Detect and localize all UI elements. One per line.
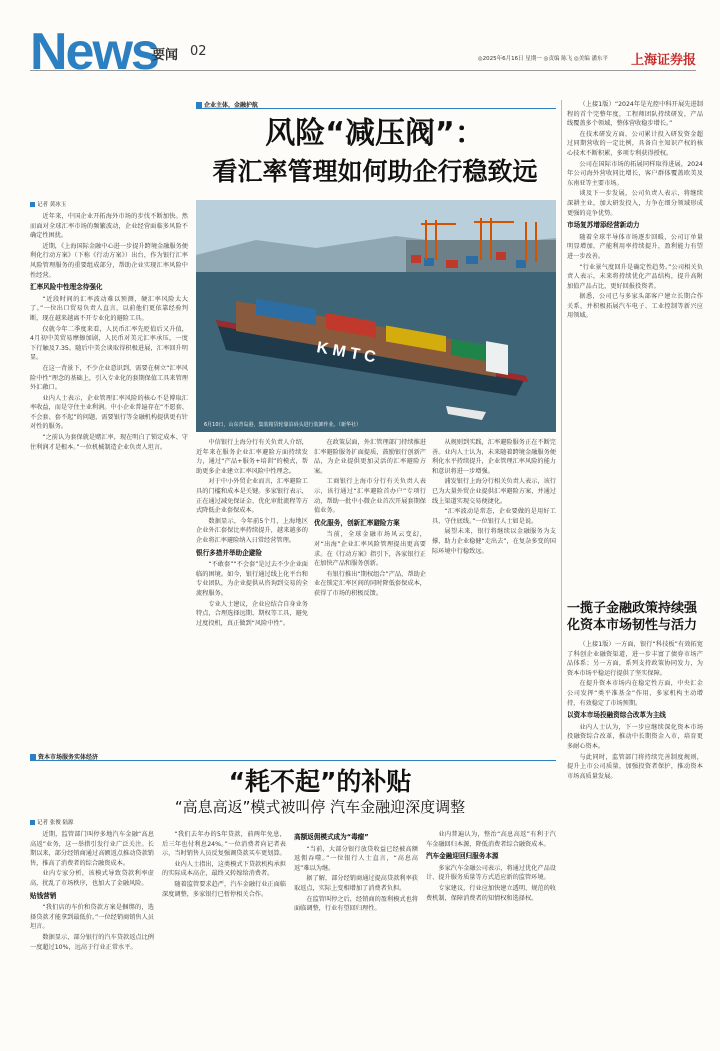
article1-column-3: [314, 438, 426, 744]
article2-column-4: [426, 830, 556, 1042]
section-tag-top: [196, 100, 556, 109]
section-tag-label: 资本市场服务实体经济: [38, 754, 99, 761]
section-tag-label: 企业主体，金融护航: [204, 102, 259, 109]
section-tag-bottom: [30, 752, 556, 761]
byline-text: 记者 黄冰玉: [37, 202, 67, 208]
container-ship-photo: [196, 200, 556, 432]
paragraph: 业内普遍认为，整治“高息高返”有利于汽车金融回归本源，降低消费者综合融资成本。: [426, 831, 556, 848]
paragraph: （上接1版）一方面，银行“科技板”有效拓宽了科创企业融资渠道，进一步丰富了债券市场产品体系；另一方面，系列支持政策协同发力，为资本市场平稳运行提供了坚实保障。: [567, 641, 703, 677]
paragraph: “汇率波动是常态，企业要做的是用好工具、守住底线。”一位银行人士如是说。: [432, 508, 556, 525]
paragraph: 近期，《上海国际金融中心进一步提升跨境金融服务便利化行动方案》（下称《行动方案》）出台，作为银行汇率风险管理服务的重要组成部分，帮助企业实现汇率风险中性经营。: [30, 242, 188, 279]
paragraph: 在提升资本市场内在稳定性方面，中央汇金公司发挥“类平准基金”作用，多家机构主动增持，有效稳定了市场预期。: [567, 680, 703, 707]
paragraph: 多家汽车金融公司表示，将通过优化产品设计、提升服务质量等方式适应新的监管环境。: [426, 864, 556, 882]
paragraph: （上接1版）“2024年是光控中科开展先进制程的首个完整年度，工程师团队持续研发，产品线覆盖多个领域，整体营收稳步增长。”: [567, 101, 703, 128]
article2-subtitle: “高息高返”模式被叫停 汽车金融迎深度调整: [174, 798, 466, 816]
byline-square-icon: [30, 202, 35, 207]
tag-rule: [30, 760, 556, 761]
paragraph: 当前，全球金融市场风云变幻，对“出海”企业汇率风险管理提出更高要求。在《行动方案》指引下，各家银行正在加快产品和服务创新。: [314, 531, 426, 568]
subheading: 贴钱营销: [30, 891, 57, 900]
paragraph: 仅就今年二季度来看，人民币汇率先贬值后又升值，4月初中美贸易摩擦加剧，人民币对美元汇率承压，一度下行触及7.35。随后中美会谈取得积极进展，汇率回升明显。: [30, 325, 188, 362]
paragraph: 随着全球半导体市场逐步回暖，公司订单量明显增加，产能利用率持续提升，盈利能力有望进一步改善。: [567, 233, 703, 260]
tag-rule: [196, 108, 556, 109]
paragraph: 公司在国际市场的拓展同样取得进展，2024年公司海外营收同比增长，客户群体覆盖欧美及东南亚等主要市场。: [567, 160, 703, 187]
paragraph: 从规则到实践，汇率避险服务正在不断完善。业内人士认为，未来随着跨境金融服务便利化水平持续提升，企业管理汇率风险的能力和意识将进一步增强。: [432, 439, 556, 475]
column-divider: [561, 100, 562, 740]
article1-column-1: [30, 212, 188, 744]
paragraph: 专家建议，行业应加快建立透明、规范的收费机制，保障消费者的知情权和选择权。: [426, 884, 556, 902]
news-logo: News: [30, 23, 158, 81]
article2-column-1: [30, 830, 154, 1042]
subheading: 优化服务，创新汇率避险方案: [314, 518, 400, 527]
article1-column-4: [432, 438, 556, 744]
article1-title-line1: 风险“减压阀”：: [265, 116, 485, 151]
paragraph: “行业景气度回升是确定性趋势。”公司相关负责人表示，未来将持续优化产品结构，提升高附加值产品占比，更好回报投资者。: [567, 263, 703, 290]
article1-byline: [30, 200, 66, 208]
subheading: 市场复苏增添经营新动力: [567, 221, 640, 230]
paragraph: 展望未来，银行将继续以金融服务为支撑，助力企业稳健“走出去”，在复杂多变的国际环境中行稳致远。: [432, 528, 556, 555]
paragraph: 业内人士表示，企业管理汇率风险的核心不是博取汇率收益，而是守住主业利润。中小企业普遍存在“不愿套、不会套、套不起”的问题，需要银行等金融机构提供更有针对性的服务。: [30, 394, 188, 431]
paragraph: 专业人士建议，企业应结合自身业务特点，合理选择远期、期权等工具，避免过度投机，真正做到“风险中性”。: [196, 600, 308, 627]
paragraph: “我们店的车价和贷款方案是捆绑的，选择贷款才能拿到最低价。”一位经销商销售人员坦言。: [30, 904, 154, 931]
byline-square-icon: [30, 820, 35, 825]
paragraph: “不敢套”“不会套”是过去不少企业面临的困境。如今，银行通过线上化平台和专业团队，为企业提供从咨询到交易的全流程服务。: [196, 561, 308, 597]
paragraph: 在技术研发方面，公司累计投入研发资金超过同期营收的一定比例，具备自主知识产权的核心技术不断积累，多项专利获得授权。: [567, 130, 703, 157]
paragraph: “近段时间的汇率波动难以预测，硬汇率风险太大了。”一位出口贸易负责人直言，以前他们更依靠经验判断，现在越来越离不开专业化的避险工具。: [30, 295, 188, 322]
masthead: 上海证券报: [630, 53, 696, 68]
paragraph: 业内人士指出，这类模式下贷款机构承担的实际成本高企，最终又转嫁给消费者。: [162, 860, 286, 878]
tag-square-icon: [30, 754, 36, 760]
photo-caption: 6月10日，山东青岛港，集装箱货轮靠泊码头进行装卸作业。（新华社）: [204, 422, 362, 428]
right-article-title: 一揽子金融政策持续强化资本市场韧性与活力: [567, 601, 698, 633]
subheading: 高额返佣模式成为“毒瘤”: [294, 833, 369, 841]
subheading: 汇率风险中性理念待强化: [30, 283, 103, 292]
right-column-top: [567, 100, 703, 592]
subheading: 银行多措并举助企避险: [196, 548, 262, 557]
subheading: 汽车金融迎回归服务本源: [426, 852, 499, 861]
section-name: 要闻: [152, 48, 179, 63]
paragraph: 数据显示，今年前5个月，上海地区企业外汇套保比率持续提升，越来越多的企业将汇率避险纳入日常经营管理。: [196, 517, 308, 544]
page-header: [0, 0, 720, 90]
paragraph: 谈及下一步发展，公司负责人表示，将继续深耕主业，加大研发投入，力争在细分领域形成更强的竞争优势。: [567, 190, 703, 217]
paragraph: 近年来，中国企业开拓海外市场的步伐不断加快。然而面对全球汇率市场的频繁波动，企业经营面临多风险不确定性困扰。: [30, 213, 188, 240]
paragraph: 在政策层面，外汇管理部门持续推进汇率避险服务扩面提质，鼓励银行创新产品，为企业提供更加灵活的汇率避险方案。: [314, 439, 426, 475]
paragraph: “我们去年办的5年贷款，前两年免息，后三年也付利息24%。”一位消费者向记者表示，当时销售人员反复强调贷款买车更划算。: [162, 831, 286, 858]
paragraph: 与此同时，监管部门将持续完善制度规则，提升上市公司质量，加强投资者保护，推动资本市场高质量发展。: [567, 753, 703, 780]
right-column-bottom: [567, 640, 703, 1040]
paragraph: “之前认为套保就是赌汇率，现在明白了锁定成本、守住利润才是根本。”一位机械制造企业负责人坦言。: [30, 434, 188, 451]
paragraph: 据悉，公司已与多家头部客户建立长期合作关系，并积极拓展汽车电子、工业控制等新兴应用领域。: [567, 293, 703, 320]
page-number: 02: [190, 44, 207, 59]
paragraph: 数据显示，部分银行的汽车贷款返点比例一度超过10%，远高于行业正常水平。: [30, 933, 154, 951]
paragraph: 业内专家分析，该模式导致贷款利率虚高，扰乱了市场秩序，也加大了金融风险。: [30, 870, 154, 887]
paragraph: 在监管叫停之后，经销商的盈利模式也将面临调整，行业有望回归理性。: [294, 895, 418, 913]
article2-title: “耗不起”的补贴: [228, 767, 412, 796]
paragraph: 业内人士认为，下一步应继续深化资本市场投融资综合改革，推动中长期资金入市，培育更多耐心资本。: [567, 723, 703, 750]
article2-column-3: [294, 830, 418, 1042]
port-scene-illustration: [196, 200, 556, 432]
svg-text:K M T C: K M T C: [315, 339, 377, 367]
paragraph: “当前，大部分银行放贷收益已经被高额返佣吞噬。”一位银行人士直言，“高息高返”难以为继。: [294, 845, 418, 872]
article1-title-line2: 看汇率管理如何助企行稳致远: [212, 157, 538, 186]
article1-column-2: [196, 438, 308, 744]
paragraph: 近期，监管部门叫停多地汽车金融“高息高返”业务，这一举措引发行业广泛关注。长期以来，部分经销商通过高额返点推动贷款销售，推高了消费者的综合融资成本。: [30, 831, 154, 867]
paragraph: 对于中小外贸企业而言，汇率避险工具的门槛和成本是关键。多家银行表示，正在通过减免保证金、优化审批流程等方式降低企业套保成本。: [196, 478, 308, 515]
article2-byline: [30, 818, 74, 826]
paragraph: 工商银行上海市分行有关负责人表示，该行通过“汇率避险首办户”专项行动，帮助一批中小微企业首次开展套期保值业务。: [314, 478, 426, 515]
paragraph: 浦发银行上海分行相关负责人表示，该行已为大量外贸企业提供汇率避险方案，并通过线上渠道实现交易便捷化。: [432, 478, 556, 505]
byline-text: 记者 张俊 陆源: [37, 820, 74, 826]
header-divider: [30, 70, 696, 71]
paragraph: 在这一背景下，不少企业意识到，需要在树立“汇率风险中性”理念的基础上，引入专业化的套期保值工具来管理外汇敞口。: [30, 364, 188, 392]
paragraph: 有银行推出“期权组合”产品，帮助企业在锁定汇率区间的同时降低套保成本，获得了市场的积极反馈。: [314, 570, 426, 597]
paragraph: 据了解，部分经销商通过提高贷款利率获取返点，实际上变相增加了消费者负担。: [294, 875, 418, 892]
paragraph: 中信银行上海分行有关负责人介绍，近年来在服务企业汇率避险方面持续发力，通过“产品+服务+培训”的模式，帮助更多企业建立汇率风险中性理念。: [196, 439, 308, 475]
article2-column-2: [162, 830, 286, 1042]
tag-square-icon: [196, 102, 202, 108]
subheading: 以资本市场投融资综合改革为主线: [567, 711, 666, 720]
paragraph: 随着监管要求趋严，汽车金融行业正面临深度调整，多家银行已暂停相关合作。: [162, 880, 286, 898]
issue-meta: ◎2025年6月16日 星期一 ◎责编 陈飞 ◎美编 潘东平: [477, 56, 608, 62]
